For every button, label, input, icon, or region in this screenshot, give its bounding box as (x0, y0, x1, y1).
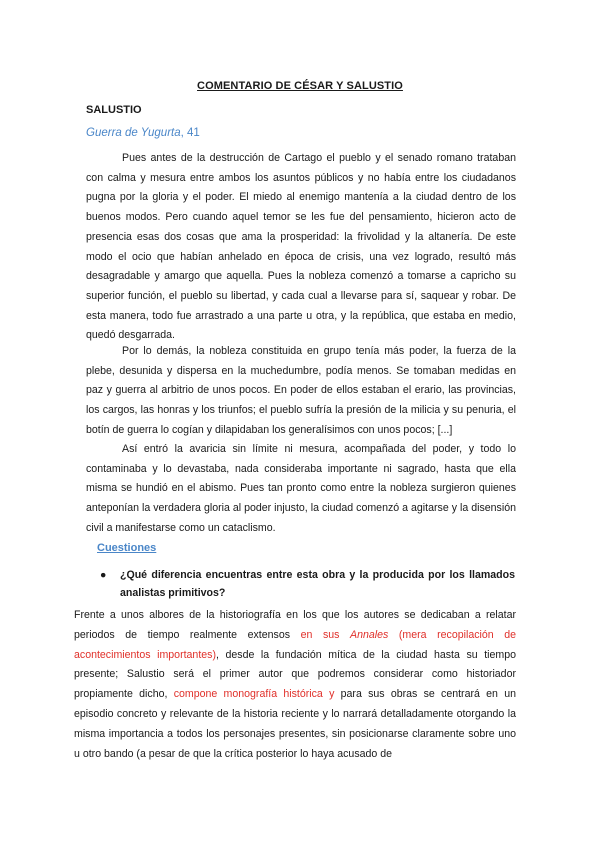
work-number: , 41 (180, 127, 200, 139)
document-title: COMENTARIO DE CÉSAR Y SALUSTIO (197, 80, 403, 92)
answer-part-2: , desde la fundación mítica de la ciudad hasta su tiempo presente; Salustio será el primer autor que podremos considerar como historiador propiamente dicho, (74, 648, 516, 701)
work-reference (86, 127, 200, 139)
answer-annotation-annales: Annales (350, 628, 389, 641)
question-text: ¿Qué diferencia encuentras entre esta obra y la producida por los llamados analistas primitivos? (120, 569, 515, 599)
paragraph-2: Por lo demás, la nobleza constituida en grupo tenía más poder, la fuerza de la plebe, desunida y dispersa en la muchedumbre, podía menos. Se tomaban medidas en paz y guerra al arbitrio de unos pocos. En poder de ellos estaban el erario, las provincias, los cargos, las honras y los triunfos; el pueblo sufría la presión de la milicia y su penuria, el botín de guerra lo cogían y dilapidaban los generalísimos con unos pocos; [...] (86, 345, 516, 436)
bullet-icon: ● (100, 569, 107, 581)
answer-annotation-1b: (mera recopilación de acontecimientos importantes) (74, 628, 517, 661)
answer-part-3: para sus obras se centrará en un episodio concreto y relevante de la historia reciente y lo narrará detalladamente otorgando la misma importancia a todos los personajes presentes, sin posicionarse claramente sobre uno u otro bando (a pesar de que la crítica posterior lo haya acusado de (74, 688, 516, 760)
paragraph-1: Pues antes de la destrucción de Cartago el pueblo y el senado romano trataban con calma y mesura entre ambos los asuntos públicos y no había entre los ciudadanos pugna por la gloria y el poder. El miedo al enemigo mantenía a la ciudad dentro de los buenos modos. Pero cuando aquel temor se les fue del pensamiento, hicieron acto de presencia esas dos cosas que ama la prosperidad: la frivolidad y la altanería. De este modo el ocio que habían anhelado en época de crisis, una vez logrado, resultó más desagradable y amargo que aquella. Pues la nobleza comenzó a tomarse a capricho su superior función, el pueblo su libertad, y cada cual a llevarse para sí, saquear y robar. De esta manera, todo fue arrastrado a una parte u otra, y la república, que estaba en medio, quedó desgarrada. (86, 152, 516, 342)
answer-paragraph (74, 606, 516, 764)
answer-part-1: Frente a unos albores de la historiografía en los que los autores se dedicaban a relatar periodos de tiempo realmente extensos (74, 609, 516, 641)
section-heading-cuestiones: Cuestiones (97, 542, 157, 554)
paragraph-3: Así entró la avaricia sin límite ni mesura, acompañada del poder, y todo lo contaminaba y lo devastaba, nada consideraba importante ni sagrado, hasta que ella misma se hundió en el abismo. Pues tan pronto como entre la nobleza surgieron quienes anteponían la verdadera gloria al poder injusto, la ciudad comenzó a agitarse y la disensión civil a manifestarse como un cataclismo. (86, 443, 516, 534)
answer-annotation-2: compone monografía histórica y (173, 688, 335, 701)
author-heading: SALUSTIO (86, 104, 142, 116)
answer-annotation-1: en sus (300, 628, 351, 641)
work-title: Guerra de Yugurta (86, 127, 181, 139)
